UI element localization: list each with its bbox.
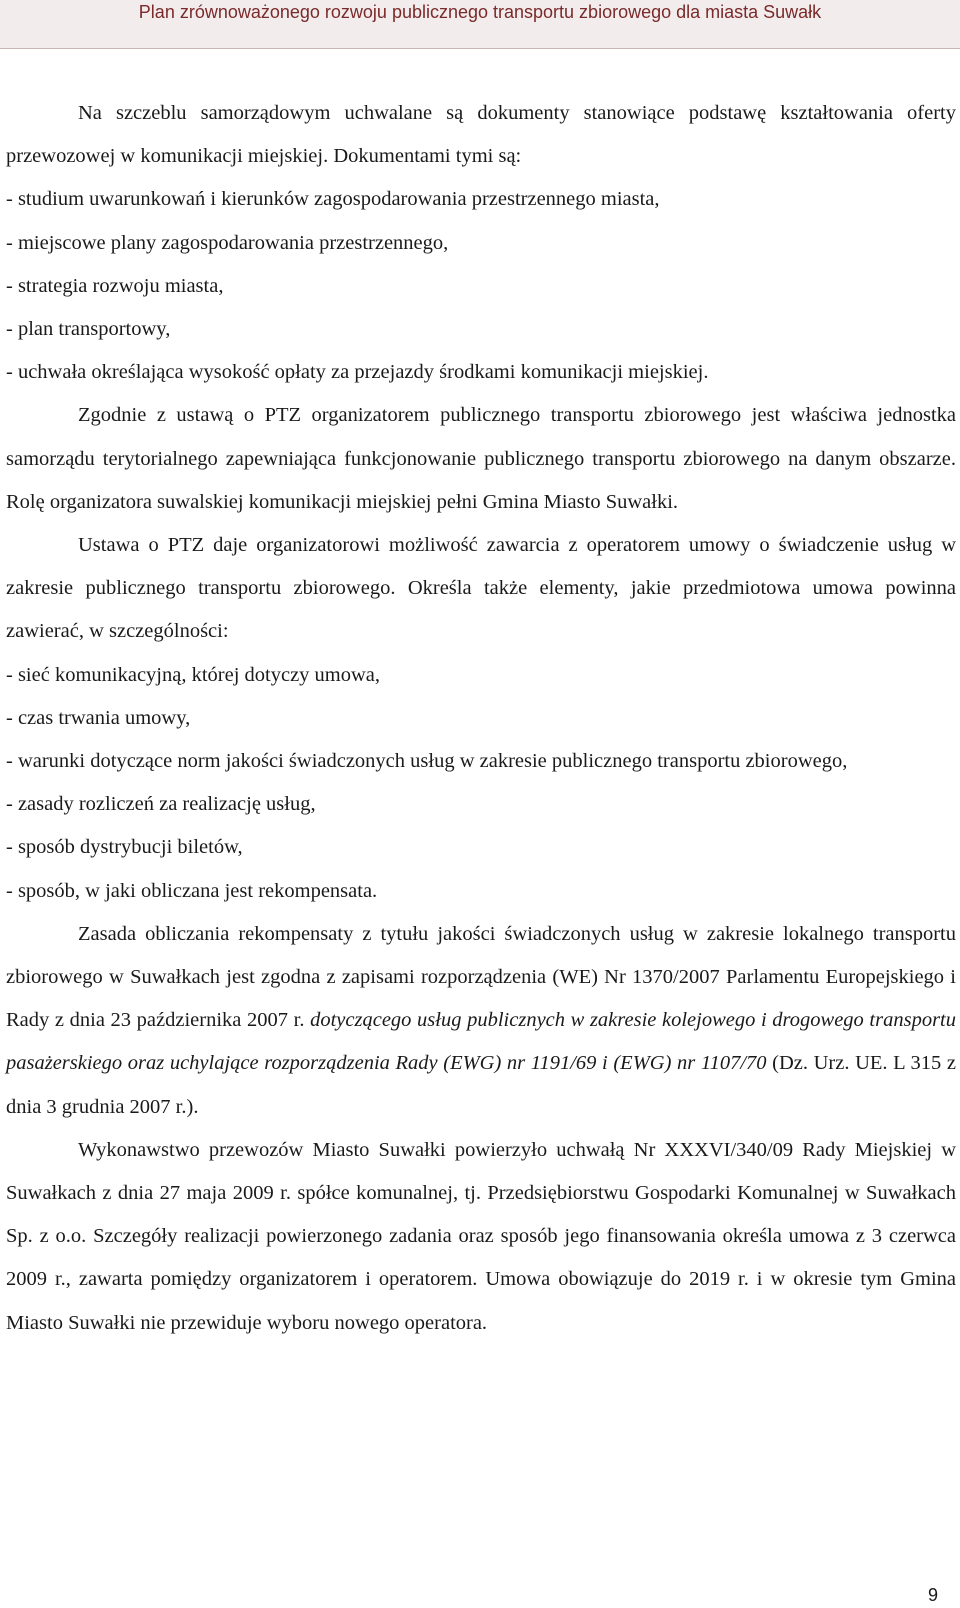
paragraph-compensation <box>6 913 956 1129</box>
list-item: - sposób dystrybucji biletów, <box>6 836 243 859</box>
paragraph-organizer: Zgodnie z ustawą o PTZ organizatorem publicznego transportu zbiorowego jest właściwa jednostka samorządu terytorialnego zapewniająca funkcjonowanie publicznego transportu zbiorowego na danym obszarze. Rolę organizatora suwalskiej komunikacji miejskiej pełni Gmina Miasto Suwałki. <box>6 404 956 513</box>
list-item: - plan transportowy, <box>6 318 171 341</box>
list-item: - studium uwarunkowań i kierunków zagospodarowania przestrzennego miasta, <box>6 188 660 211</box>
paragraph-local-documents: Na szczeblu samorządowym uchwalane są dokumenty stanowiące podstawę kształtowania oferty przewozowej w komunikacji miejskiej. Dokumentami tymi są: <box>6 102 956 168</box>
page-header <box>0 0 960 49</box>
list-item: - czas trwania umowy, <box>6 706 191 729</box>
compensation-text: Zasada obliczania rekompensaty z tytułu jakości świadczonych usług w zakresie lokalnego transportu zbiorowego w Suwałkach jest zgodna z zapisami rozporządzenia (WE) Nr 1370/2007 Parlamentu Europejskiego i Rady z dnia 23 października 2007 r. <box>6 922 956 1032</box>
list-item: - miejscowe plany zagospodarowania przestrzennego, <box>6 231 449 254</box>
compensation-citation: (Dz. Urz. UE. L 315 z dnia 3 grudnia 2007 r.). <box>6 1052 956 1118</box>
list-item: - warunki dotyczące norm jakości świadczonych usług w zakresie publicznego transportu zbiorowego, <box>6 750 848 773</box>
paragraph-operator: Wykonawstwo przewozów Miasto Suwałki powierzyło uchwałą Nr XXXVI/340/09 Rady Miejskiej w Suwałkach z dnia 27 maja 2009 r. spółce komunalnej, tj. Przedsiębiorstwu Gospodarki Komunalnej w Suwałkach Sp. z o.o. Szczegóły realizacji powierzonego zadania oraz sposób jego finansowania określa umowa z 3 czerwca 2009 r., zawarta pomiędzy organizatorem i operatorem. Umowa obowiązuje do 2019 r. i w okresie tym Gmina Miasto Suwałki nie przewiduje wyboru nowego operatora. <box>6 1138 956 1334</box>
paragraph-contract-elements: Ustawa o PTZ daje organizatorowi możliwość zawarcia z operatorem umowy o świadczenie usług w zakresie publicznego transportu zbiorowego. Określa także elementy, jakie przedmiotowa umowa powinna zawierać, w szczególności: <box>6 534 956 643</box>
list-item: - strategia rozwoju miasta, <box>6 274 224 297</box>
list-item: - uchwała określająca wysokość opłaty za przejazdy środkami komunikacji miejskiej. <box>6 361 709 384</box>
header-title: Plan zrównoważonego rozwoju publicznego transportu zbiorowego dla miasta Suwałk <box>138 2 822 22</box>
page-number: 9 <box>927 1585 938 1605</box>
document-body <box>6 92 956 1345</box>
list-item: - sposób, w jaki obliczana jest rekompensata. <box>6 879 378 902</box>
list-item: - sieć komunikacyjną, której dotyczy umowa, <box>6 663 381 686</box>
regulation-title: dotyczącego usług publicznych w zakresie kolejowego i drogowego transportu pasażerskiego oraz uchylające rozporządzenia Rady (EWG) nr 1191/69 i (EWG) nr 1107/70 <box>6 1009 957 1075</box>
list-item: - zasady rozliczeń za realizację usług, <box>6 793 316 816</box>
